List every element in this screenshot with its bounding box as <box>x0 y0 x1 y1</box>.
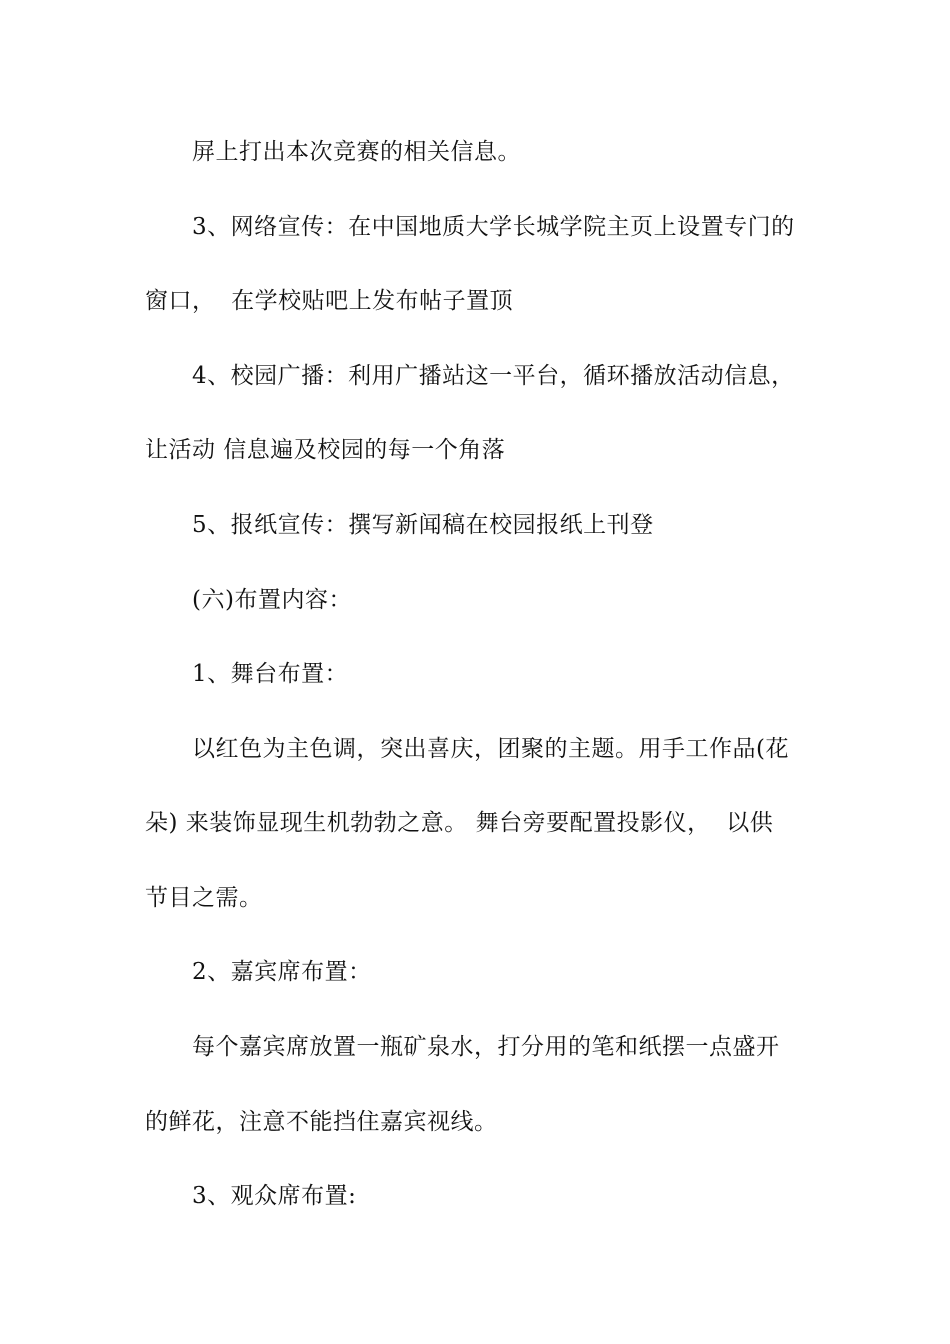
paragraph-line: 5、报纸宣传：撰写新闻稿在校园报纸上刊登 <box>192 512 654 538</box>
paragraph-line: 以红色为主色调，突出喜庆，团聚的主题。用手工作品(花 <box>192 736 789 762</box>
paragraph-line: 朵) 来装饰显现生机勃勃之意。 舞台旁要配置投影仪， 以供 <box>145 810 774 836</box>
subsection-heading: 1、舞台布置： <box>192 661 349 687</box>
subsection-heading: 2、嘉宾席布置： <box>192 959 372 985</box>
paragraph-line: 4、校园广播：利用广播站这一平台，循环播放活动信息， <box>192 363 795 389</box>
paragraph-line: 让活动 信息遍及校园的每一个角落 <box>145 437 506 463</box>
paragraph-line: 每个嘉宾席放置一瓶矿泉水，打分用的笔和纸摆一点盛开 <box>192 1034 780 1060</box>
paragraph-line: 的鲜花，注意不能挡住嘉宾视线。 <box>145 1109 498 1135</box>
paragraph-line: 3、网络宣传：在中国地质大学长城学院主页上设置专门的 <box>192 214 795 240</box>
paragraph-line: 屏上打出本次竞赛的相关信息。 <box>192 139 521 165</box>
subsection-heading: 3、观众席布置: <box>192 1183 357 1209</box>
paragraph-line: 窗口， 在学校贴吧上发布帖子置顶 <box>145 288 514 314</box>
section-heading: (六)布置内容： <box>192 587 352 613</box>
paragraph-line: 节目之需。 <box>145 885 263 911</box>
